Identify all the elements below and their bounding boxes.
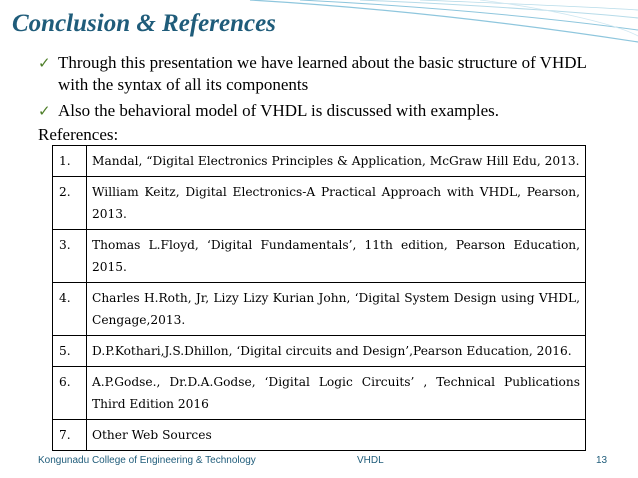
footer-college: Kongunadu College of Engineering & Technology xyxy=(38,455,256,466)
references-table xyxy=(52,145,586,451)
slide-title: Conclusion & References xyxy=(12,10,276,37)
reference-number: 1. xyxy=(53,146,87,177)
footer-topic: VHDL xyxy=(357,455,384,466)
reference-number: 2. xyxy=(53,177,87,230)
table-row xyxy=(53,230,586,283)
reference-text: D.P.Kothari,J.S.Dhillon, ‘Digital circuits and Design’,Pearson Education, 2016. xyxy=(87,336,586,367)
checkmark-icon: ✓ xyxy=(38,102,51,120)
table-row xyxy=(53,177,586,230)
reference-number: 6. xyxy=(53,367,87,420)
reference-text: Mandal, “Digital Electronics Principles & Application, McGraw Hill Edu, 2013. xyxy=(87,146,586,177)
reference-text: William Keitz, Digital Electronics-A Practical Approach with VHDL, Pearson, 2013. xyxy=(87,177,586,230)
footer-page-number: 13 xyxy=(596,455,608,466)
reference-number: 5. xyxy=(53,336,87,367)
reference-text: Other Web Sources xyxy=(87,420,586,451)
bullet-item xyxy=(38,100,598,122)
bullet-text: Also the behavioral model of VHDL is discussed with examples. xyxy=(58,101,499,120)
reference-text: Charles H.Roth, Jr, Lizy Lizy Kurian John, ‘Digital System Design using VHDL, Cengage,2013. xyxy=(87,283,586,336)
table-row xyxy=(53,420,586,451)
table-row xyxy=(53,283,586,336)
table-row xyxy=(53,367,586,420)
bullet-item xyxy=(38,52,598,96)
bullet-text: Through this presentation we have learned about the basic structure of VHDL with the syntax of all its components xyxy=(58,53,587,94)
reference-number: 7. xyxy=(53,420,87,451)
checkmark-icon: ✓ xyxy=(38,54,51,72)
reference-text: A.P.Godse., Dr.D.A.Godse, ‘Digital Logic Circuits’ , Technical Publications Third Edition 2016 xyxy=(87,367,586,420)
reference-text: Thomas L.Floyd, ‘Digital Fundamentals’, 11th edition, Pearson Education, 2015. xyxy=(87,230,586,283)
references-label: References: xyxy=(38,125,119,144)
reference-number: 4. xyxy=(53,283,87,336)
table-row xyxy=(53,146,586,177)
bullet-list xyxy=(38,52,598,126)
reference-number: 3. xyxy=(53,230,87,283)
table-row xyxy=(53,336,586,367)
